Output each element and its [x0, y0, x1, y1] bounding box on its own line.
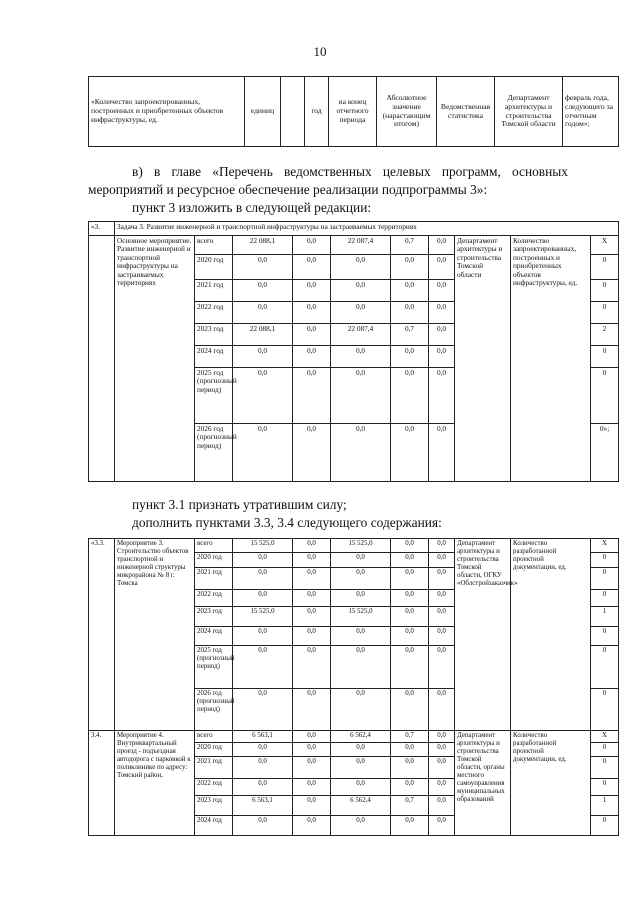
period-cell: 2024 год: [195, 346, 233, 368]
local-cell: 0,0: [391, 689, 429, 731]
extra-cell: 0,0: [429, 424, 455, 482]
period-cell: всего: [195, 236, 233, 255]
local-cell: 0,0: [391, 368, 429, 424]
regional-cell: 0,0: [331, 346, 391, 368]
local-cell: 0,0: [391, 779, 429, 796]
value-cell: 0: [591, 757, 619, 779]
row-number: 3.4.: [89, 731, 115, 836]
period-cell: 2023 год: [195, 607, 233, 627]
value-cell: 0: [591, 302, 619, 324]
regional-cell: 0,0: [331, 646, 391, 689]
period-cell: 2020 год: [195, 743, 233, 757]
total-cell: 15 525,0: [233, 607, 293, 627]
regional-cell: 0,0: [331, 568, 391, 590]
period-cell: 2020 год: [195, 255, 233, 280]
regional-cell: 0,0: [331, 368, 391, 424]
local-cell: 0,0: [391, 568, 429, 590]
total-cell: 0,0: [233, 424, 293, 482]
period-cell: 2021 год: [195, 280, 233, 302]
local-cell: 0,0: [391, 302, 429, 324]
extra-cell: 0,0: [429, 779, 455, 796]
local-cell: 0,7: [391, 236, 429, 255]
local-cell: 0,0: [391, 646, 429, 689]
federal-cell: 0,0: [293, 590, 331, 607]
total-cell: 22 088,1: [233, 324, 293, 346]
total-cell: 0,0: [233, 627, 293, 646]
regional-cell: 0,0: [331, 553, 391, 568]
federal-cell: 0,0: [293, 796, 331, 816]
value-cell: 2: [591, 324, 619, 346]
indicator-table: [88, 76, 619, 147]
extra-cell: 0,0: [429, 568, 455, 590]
activity-name: Мероприятие 3. Строительство объектов транспортной и инженерной структуры микрорайона № 8 г. Томска: [115, 539, 195, 731]
value-cell: 0: [591, 346, 619, 368]
total-cell: 15 525,0: [233, 539, 293, 553]
paragraph-add: дополнить пунктами 3.3, 3.4 следующего содержания:: [132, 515, 442, 530]
federal-cell: 0,0: [293, 627, 331, 646]
period-cell: 2021 год: [195, 757, 233, 779]
executor: Департамент архитектуры и строительства Томской области, органы местного самоуправления муниципальных образований: [455, 731, 511, 836]
subprogram-table-3: [88, 221, 619, 482]
period-cell: 2026 год (прогнозный период): [195, 424, 233, 482]
value-cell: 0»;: [591, 424, 619, 482]
value-cell: X: [591, 236, 619, 255]
regional-cell: 0,0: [331, 302, 391, 324]
total-cell: 0,0: [233, 368, 293, 424]
total-cell: 22 088,1: [233, 236, 293, 255]
federal-cell: 0,0: [293, 346, 331, 368]
page-number: 10: [313, 44, 327, 59]
regional-cell: 6 562,4: [331, 731, 391, 743]
total-cell: 0,0: [233, 816, 293, 836]
total-cell: 0,0: [233, 255, 293, 280]
value-cell: 0: [591, 568, 619, 590]
executor: Департамент архитектуры и строительства Томской области, ОГКУ «Облстройзаказчик»: [455, 539, 511, 731]
local-cell: 0,0: [391, 607, 429, 627]
task-title: Задача 3. Развитие инженерной и транспортной инфраструктуры на застраиваемых территориях: [115, 222, 619, 236]
value-cell: 0: [591, 816, 619, 836]
extra-cell: 0,0: [429, 324, 455, 346]
total-cell: 0,0: [233, 689, 293, 731]
federal-cell: 0,0: [293, 689, 331, 731]
regional-cell: 0,0: [331, 424, 391, 482]
value-cell: 0: [591, 646, 619, 689]
value-cell: 0: [591, 368, 619, 424]
indicator-unit: единиц: [245, 77, 281, 147]
local-cell: 0,0: [391, 590, 429, 607]
period-cell: 2022 год: [195, 590, 233, 607]
extra-cell: 0,0: [429, 743, 455, 757]
federal-cell: 0,0: [293, 731, 331, 743]
indicator: Количество запроектированных, построенных и приобретенных объектов инфраструктуры, ед.: [511, 236, 591, 482]
period-cell: 2026 год (прогнозный период): [195, 689, 233, 731]
value-cell: 1: [591, 796, 619, 816]
activities-table: [88, 538, 619, 836]
extra-cell: 0,0: [429, 255, 455, 280]
value-cell: 0: [591, 255, 619, 280]
regional-cell: 0,0: [331, 757, 391, 779]
extra-cell: 0,0: [429, 280, 455, 302]
regional-cell: 0,0: [331, 689, 391, 731]
indicator-deadline: февраль года, следующего за отчетным годом»;: [563, 77, 619, 147]
indicator: Количество разработанной проектной документации, ед.: [511, 539, 591, 731]
value-cell: 0: [591, 779, 619, 796]
federal-cell: 0,0: [293, 816, 331, 836]
local-cell: 0,0: [391, 346, 429, 368]
extra-cell: 0,0: [429, 796, 455, 816]
period-cell: 2025 год (прогнозный период): [195, 646, 233, 689]
regional-cell: 15 525,0: [331, 539, 391, 553]
total-cell: 0,0: [233, 302, 293, 324]
regional-cell: 0,0: [331, 743, 391, 757]
row-number: «3.3.: [89, 539, 115, 731]
federal-cell: 0,0: [293, 424, 331, 482]
period-cell: всего: [195, 731, 233, 743]
period-cell: 2021 год: [195, 568, 233, 590]
total-cell: 0,0: [233, 553, 293, 568]
local-cell: 0,0: [391, 743, 429, 757]
indicator-period: год: [305, 77, 329, 147]
paragraph-p3: пункт 3 изложить в следующей редакции:: [132, 200, 372, 215]
local-cell: 0,0: [391, 539, 429, 553]
local-cell: 0,0: [391, 424, 429, 482]
indicator-source: Ведомственная статистика: [437, 77, 495, 147]
extra-cell: 0,0: [429, 368, 455, 424]
value-cell: 0: [591, 627, 619, 646]
total-cell: 6 563,1: [233, 731, 293, 743]
empty-cell: [89, 236, 115, 482]
total-cell: 0,0: [233, 280, 293, 302]
value-cell: 1: [591, 607, 619, 627]
extra-cell: 0,0: [429, 627, 455, 646]
value-cell: 0: [591, 689, 619, 731]
total-cell: 0,0: [233, 590, 293, 607]
extra-cell: 0,0: [429, 539, 455, 553]
extra-cell: 0,0: [429, 302, 455, 324]
federal-cell: 0,0: [293, 779, 331, 796]
regional-cell: 0,0: [331, 255, 391, 280]
extra-cell: 0,0: [429, 346, 455, 368]
value-cell: 0: [591, 743, 619, 757]
indicator: Количество разработанной проектной документации, ед.: [511, 731, 591, 836]
local-cell: 0,0: [391, 280, 429, 302]
value-cell: 0: [591, 553, 619, 568]
value-cell: 0: [591, 280, 619, 302]
local-cell: 0,0: [391, 255, 429, 280]
total-cell: 0,0: [233, 646, 293, 689]
local-cell: 0,7: [391, 796, 429, 816]
local-cell: 0,0: [391, 627, 429, 646]
regional-cell: 0,0: [331, 590, 391, 607]
total-cell: 0,0: [233, 779, 293, 796]
federal-cell: 0,0: [293, 280, 331, 302]
regional-cell: 0,0: [331, 280, 391, 302]
regional-cell: 6 562,4: [331, 796, 391, 816]
federal-cell: 0,0: [293, 324, 331, 346]
extra-cell: 0,0: [429, 689, 455, 731]
period-cell: всего: [195, 539, 233, 553]
indicator-measure: на конец отчетного периода: [329, 77, 377, 147]
federal-cell: 0,0: [293, 646, 331, 689]
local-cell: 0,0: [391, 816, 429, 836]
value-cell: X: [591, 539, 619, 553]
federal-cell: 0,0: [293, 255, 331, 280]
period-cell: 2023 год: [195, 324, 233, 346]
paragraph-p31: пункт 3.1 признать утратившим силу;: [132, 497, 347, 512]
indicator-responsible: Департамент архитектуры и строительства Томской области: [495, 77, 563, 147]
period-cell: 2025 год (прогнозный период): [195, 368, 233, 424]
extra-cell: 0,0: [429, 236, 455, 255]
regional-cell: 22 087,4: [331, 324, 391, 346]
executor: Департамент архитектуры и строительства Томской области: [455, 236, 511, 482]
federal-cell: 0,0: [293, 302, 331, 324]
local-cell: 0,0: [391, 757, 429, 779]
period-cell: 2020 год: [195, 553, 233, 568]
total-cell: 0,0: [233, 568, 293, 590]
period-cell: 2023 год: [195, 796, 233, 816]
extra-cell: 0,0: [429, 590, 455, 607]
total-cell: 0,0: [233, 743, 293, 757]
total-cell: 6 563,1: [233, 796, 293, 816]
empty-cell: [281, 77, 305, 147]
local-cell: 0,0: [391, 553, 429, 568]
total-cell: 0,0: [233, 757, 293, 779]
regional-cell: 0,0: [331, 779, 391, 796]
extra-cell: 0,0: [429, 646, 455, 689]
regional-cell: 0,0: [331, 816, 391, 836]
period-cell: 2024 год: [195, 627, 233, 646]
federal-cell: 0,0: [293, 553, 331, 568]
regional-cell: 0,0: [331, 627, 391, 646]
value-cell: 0: [591, 590, 619, 607]
row-number: «3.: [89, 222, 115, 236]
federal-cell: 0,0: [293, 236, 331, 255]
federal-cell: 0,0: [293, 607, 331, 627]
local-cell: 0,7: [391, 324, 429, 346]
value-cell: X: [591, 731, 619, 743]
paragraph-b-line1: в) в главе «Перечень ведомственных целевых программ, основных: [132, 164, 568, 179]
activity-name: Мероприятие 4. Внутриквартальный проезд - подъездная автодорога с парковкой к поликлинике по адресу: Томский район,: [115, 731, 195, 836]
extra-cell: 0,0: [429, 757, 455, 779]
federal-cell: 0,0: [293, 743, 331, 757]
paragraph-b-line2: мероприятий и ресурсное обеспечение реализации подпрограммы 3»:: [88, 182, 488, 197]
federal-cell: 0,0: [293, 757, 331, 779]
regional-cell: 22 087,4: [331, 236, 391, 255]
extra-cell: 0,0: [429, 731, 455, 743]
regional-cell: 15 525,0: [331, 607, 391, 627]
federal-cell: 0,0: [293, 368, 331, 424]
indicator-name: «Количество запроектированных, построенных и приобретенных объектов инфраструктуры, ед.: [89, 77, 245, 147]
period-cell: 2022 год: [195, 302, 233, 324]
indicator-value-type: Абсолютное значение (нарастающим итогом): [377, 77, 437, 147]
federal-cell: 0,0: [293, 539, 331, 553]
period-cell: 2022 год: [195, 779, 233, 796]
period-cell: 2024 год: [195, 816, 233, 836]
extra-cell: 0,0: [429, 607, 455, 627]
total-cell: 0,0: [233, 346, 293, 368]
extra-cell: 0,0: [429, 553, 455, 568]
activity-name: Основное мероприятие. Развитие инженерной и транспортной инфраструктуры на застраиваемых территориях: [115, 236, 195, 482]
federal-cell: 0,0: [293, 568, 331, 590]
local-cell: 0,7: [391, 731, 429, 743]
extra-cell: 0,0: [429, 816, 455, 836]
